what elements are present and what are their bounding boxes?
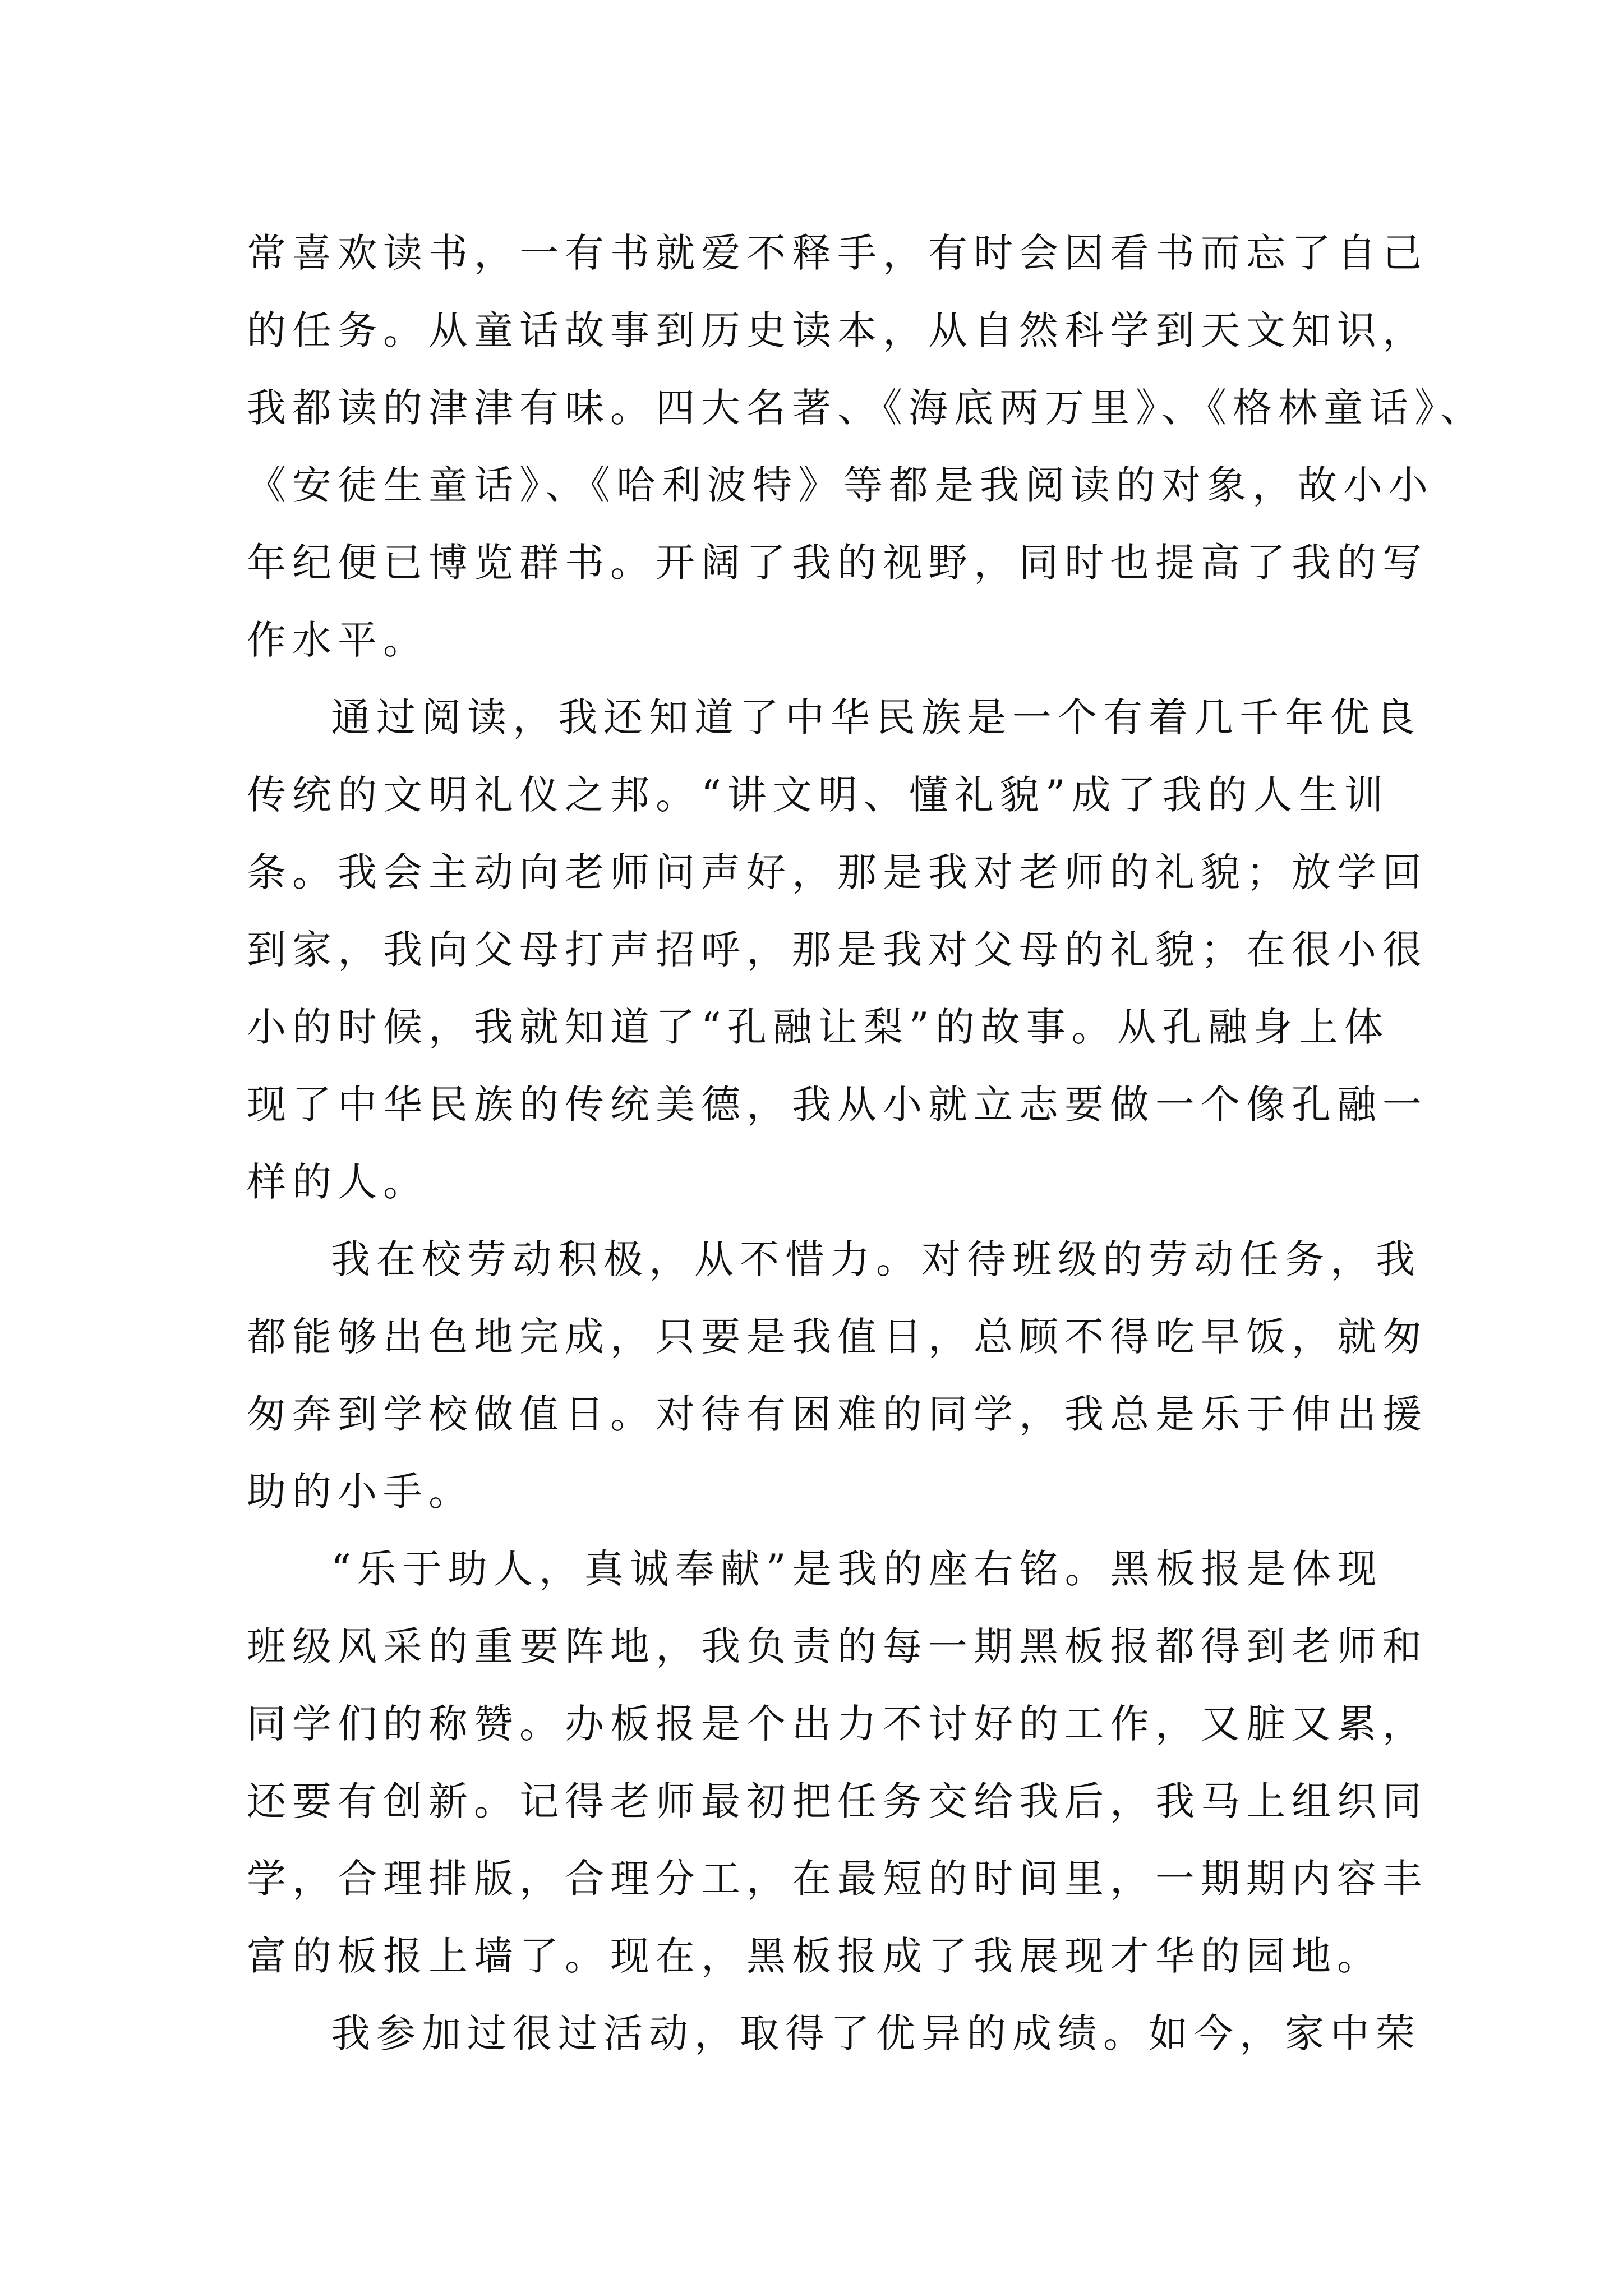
text-line: 常喜欢读书，一有书就爱不释手，有时会因看书而忘了自己 <box>247 230 1428 276</box>
paragraph-first-line: 我在校劳动积极，从不惜力。对待班级的劳动任务，我 <box>331 1236 1421 1282</box>
text-line: 的任务。从童话故事到历史读本，从自然科学到天文知识， <box>247 307 1428 353</box>
text-line: 《安徒生童话》、《哈利波特》等都是我阅读的对象，故小小 <box>247 462 1434 508</box>
text-line: 传统的文明礼仪之邦。“讲文明、懂礼貌”成了我的人生训 <box>247 772 1390 818</box>
paragraph-first-line: 通过阅读，我还知道了中华民族是一个有着几千年优良 <box>331 694 1421 740</box>
text-line: 同学们的称赞。办板报是个出力不讨好的工作，又脏又累， <box>247 1701 1428 1747</box>
text-line: 小的时候，我就知道了“孔融让梨”的故事。从孔融身上体 <box>247 1004 1390 1050</box>
text-line: 我都读的津津有味。四大名著、《海底两万里》、《格林童话》、 <box>247 385 1486 431</box>
paragraph-first-line: “乐于助人，真诚奉献”是我的座右铭。黑板报是体现 <box>331 1546 1383 1592</box>
text-line: 现了中华民族的传统美德，我从小就立志要做一个像孔融一 <box>247 1082 1428 1128</box>
paragraph-first-line: 我参加过很过活动，取得了优异的成绩。如今，家中荣 <box>331 2010 1421 2056</box>
text-line: 学，合理排版，合理分工，在最短的时间里，一期期内容丰 <box>247 1856 1428 1902</box>
text-line: 助的小手。 <box>247 1469 474 1515</box>
body-text <box>247 214 1486 2072</box>
text-line: 条。我会主动向老师问声好，那是我对老师的礼貌；放学回 <box>247 849 1428 895</box>
text-line: 到家，我向父母打声招呼，那是我对父母的礼貌；在很小很 <box>247 927 1428 973</box>
text-line: 年纪便已博览群书。开阔了我的视野，同时也提高了我的写 <box>247 540 1428 586</box>
text-line: 作水平。 <box>247 617 428 663</box>
text-line: 还要有创新。记得老师最初把任务交给我后，我马上组织同 <box>247 1778 1428 1824</box>
text-line: 富的板报上墙了。现在，黑板报成了我展现才华的园地。 <box>247 1933 1382 1979</box>
text-line: 样的人。 <box>247 1159 428 1205</box>
text-line: 班级风采的重要阵地，我负责的每一期黑板报都得到老师和 <box>247 1623 1428 1669</box>
text-line: 匆奔到学校做值日。对待有困难的同学，我总是乐于伸出援 <box>247 1391 1428 1437</box>
text-line: 都能够出色地完成，只要是我值日，总顾不得吃早饭，就匆 <box>247 1314 1428 1360</box>
